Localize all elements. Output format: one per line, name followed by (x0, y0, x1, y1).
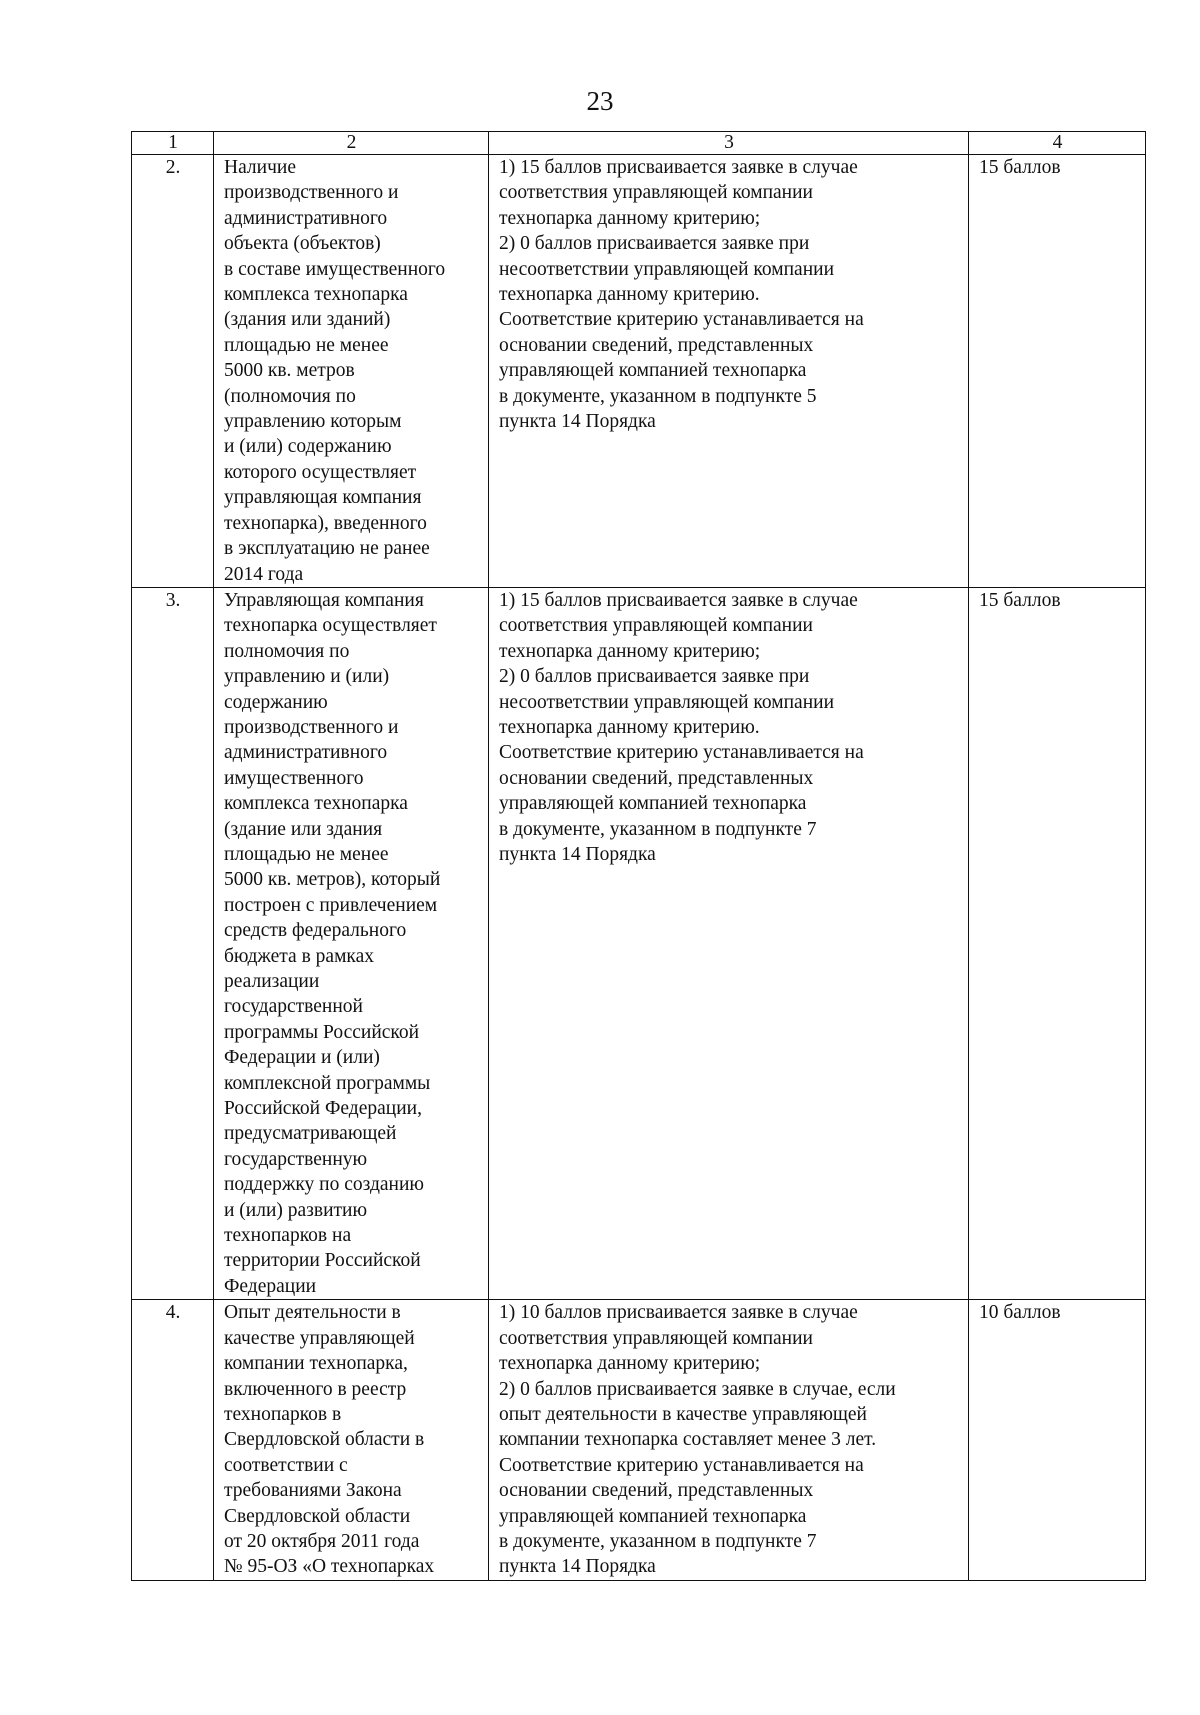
criterion-line: предусматривающей (224, 1123, 397, 1145)
scoring-rule-line: 1) 15 баллов присваивается заявке в случае (499, 589, 858, 611)
row-number: 3. (132, 587, 214, 1299)
criterion-line: реализации (224, 971, 320, 992)
scoring-rule-line: опыт деятельности в качестве управляющей (499, 1403, 867, 1425)
criterion-line: площадью не менее (224, 843, 389, 865)
criterion-line: комплексной программы (224, 1072, 431, 1094)
scoring-rule-line: управляющей компанией технопарка (499, 360, 807, 382)
criterion-line: поддержку по созданию (224, 1174, 424, 1196)
scoring-rule-line: технопарка данному критерию. (499, 284, 760, 306)
criterion-line: и (или) содержанию (224, 436, 392, 458)
criterion-line: государственную (224, 1148, 368, 1170)
criterion-line: имущественного (224, 767, 364, 789)
points-cell: 15 баллов (969, 155, 1146, 588)
criterion-line: Управляющая компания (224, 589, 424, 611)
criterion-line: и (или) развитию (224, 1199, 368, 1221)
criterion-line: 5000 кв. метров), который (224, 869, 441, 891)
criterion-cell (214, 587, 489, 1299)
scoring-rule-line: основании сведений, представленных (499, 334, 814, 356)
criterion-line: Федерации и (или) (224, 1047, 380, 1069)
criterion-line: площадью не менее (224, 334, 389, 356)
criterion-line: технопарка осуществляет (224, 615, 437, 637)
header-cell: 1 (132, 132, 214, 155)
scoring-rule-line: Соответствие критерию устанавливается на (499, 1454, 864, 1476)
points-cell: 10 баллов (969, 1300, 1146, 1580)
table-header-row (132, 132, 1146, 155)
scoring-rule-cell (489, 1300, 969, 1580)
criterion-line: программы Российской (224, 1021, 420, 1043)
criterion-line: управляющая компания (224, 487, 422, 509)
criterion-line: комплекса технопарка (224, 793, 408, 815)
scoring-rule-line: 2) 0 баллов присваивается заявке при (499, 666, 810, 688)
scoring-rule-line: в документе, указанном в подпункте 7 (499, 818, 817, 840)
criterion-line: средств федерального (224, 920, 407, 942)
scoring-rule-line: 1) 10 баллов присваивается заявке в случае (499, 1302, 858, 1324)
criterion-line: (здание или здания (224, 818, 383, 840)
scoring-rule-line: 2) 0 баллов присваивается заявке в случае, если (499, 1378, 896, 1400)
criterion-line: построен с привлечением (224, 894, 438, 916)
criterion-line: Свердловской области в (224, 1429, 425, 1451)
criterion-line: бюджета в рамках (224, 945, 374, 967)
criterion-line: технопарков на (224, 1225, 352, 1247)
scoring-rule-line: 2) 0 баллов присваивается заявке при (499, 233, 810, 255)
row-number: 2. (132, 155, 214, 588)
scoring-rule-cell (489, 155, 969, 588)
criterion-line: № 95-ОЗ «О технопарках (224, 1556, 435, 1578)
criteria-table (131, 131, 1146, 1581)
criterion-cell (214, 1300, 489, 1580)
table-row (132, 1300, 1146, 1580)
criterion-line: Опыт деятельности в (224, 1302, 401, 1324)
criterion-line: производственного и (224, 182, 399, 204)
scoring-rule-line: Соответствие критерию устанавливается на (499, 309, 864, 331)
criterion-line: административного (224, 742, 388, 764)
scoring-rule-line: технопарка данному критерию; (499, 1353, 761, 1375)
criterion-line: требованиями Закона (224, 1480, 402, 1502)
scoring-rule-cell (489, 587, 969, 1299)
scoring-rule-line: технопарка данному критерию. (499, 716, 760, 738)
criterion-cell (214, 155, 489, 588)
scoring-rule-line: управляющей компанией технопарка (499, 1505, 807, 1527)
criterion-line: управлению которым (224, 411, 402, 433)
criterion-line: 5000 кв. метров (224, 360, 355, 382)
criterion-line: технопарков в (224, 1403, 342, 1425)
scoring-rule-line: Соответствие критерию устанавливается на (499, 742, 864, 764)
criterion-line: комплекса технопарка (224, 284, 408, 306)
scoring-rule-line: технопарка данному критерию; (499, 640, 761, 662)
criterion-line: объекта (объектов) (224, 233, 381, 255)
criterion-line: государственной (224, 996, 363, 1018)
scoring-rule-line: пункта 14 Порядка (499, 411, 656, 433)
scoring-rule-line: основании сведений, представленных (499, 767, 814, 789)
criterion-line: производственного и (224, 716, 399, 738)
scoring-rule-line: компании технопарка составляет менее 3 лет. (499, 1429, 877, 1451)
criterion-line: компании технопарка, (224, 1353, 408, 1375)
criterion-line: Российской Федерации, (224, 1098, 422, 1120)
criterion-line: 2014 года (224, 563, 304, 585)
scoring-rule-line: в документе, указанном в подпункте 7 (499, 1530, 817, 1552)
criterion-line: соответствии с (224, 1454, 348, 1476)
header-cell: 3 (489, 132, 969, 155)
criterion-line: Наличие (224, 157, 296, 178)
criterion-line: в составе имущественного (224, 258, 446, 280)
criterion-line: (здания или зданий) (224, 309, 391, 331)
criterion-line: Федерации (224, 1275, 317, 1297)
criterion-line: управлению и (или) (224, 666, 390, 688)
criterion-line: Свердловской области (224, 1505, 411, 1527)
page-number: 23 (586, 86, 614, 116)
points-cell: 15 баллов (969, 587, 1146, 1299)
scoring-rule-line: пункта 14 Порядка (499, 843, 656, 865)
scoring-rule-line: в документе, указанном в подпункте 5 (499, 385, 817, 407)
criterion-line: которого осуществляет (224, 461, 417, 483)
scoring-rule-line: технопарка данному критерию; (499, 207, 761, 229)
criterion-line: полномочия по (224, 640, 350, 662)
criterion-line: административного (224, 207, 388, 229)
criterion-line: в эксплуатацию не ранее (224, 538, 430, 560)
criterion-line: качестве управляющей (224, 1327, 415, 1349)
criterion-line: содержанию (224, 691, 328, 713)
header-cell: 2 (214, 132, 489, 155)
scoring-rule-line: несоответствии управляющей компании (499, 691, 835, 713)
table-row (132, 587, 1146, 1299)
criterion-line: от 20 октября 2011 года (224, 1530, 420, 1552)
row-number: 4. (132, 1300, 214, 1580)
scoring-rule-line: несоответствии управляющей компании (499, 258, 835, 280)
scoring-rule-line: соответствия управляющей компании (499, 1327, 813, 1349)
header-cell: 4 (969, 132, 1146, 155)
scoring-rule-line: соответствия управляющей компании (499, 182, 813, 204)
criterion-line: включенного в реестр (224, 1378, 407, 1400)
criterion-line: (полномочия по (224, 385, 356, 407)
criterion-line: технопарка), введенного (224, 512, 427, 534)
scoring-rule-line: пункта 14 Порядка (499, 1556, 656, 1578)
scoring-rule-line: соответствия управляющей компании (499, 615, 813, 637)
scoring-rule-line: основании сведений, представленных (499, 1480, 814, 1502)
scoring-rule-line: управляющей компанией технопарка (499, 793, 807, 815)
criterion-line: территории Российской (224, 1250, 421, 1272)
table-row (132, 155, 1146, 588)
scoring-rule-line: 1) 15 баллов присваивается заявке в случае (499, 157, 858, 178)
